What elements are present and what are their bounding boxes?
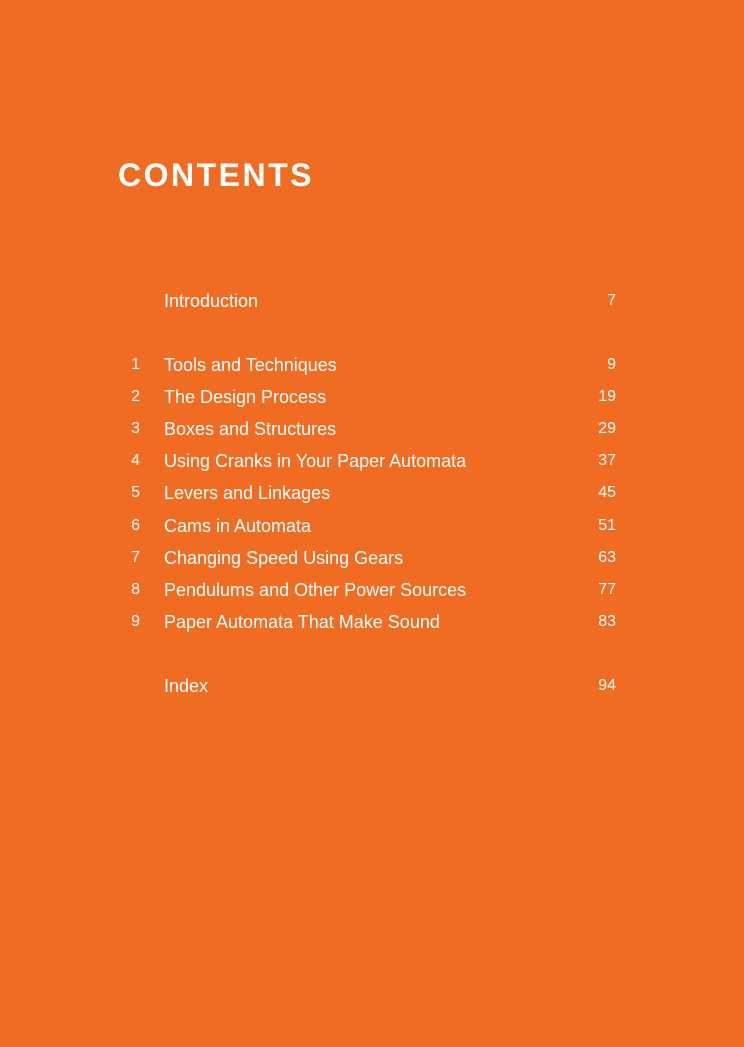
toc-entry-index[interactable] xyxy=(100,672,616,700)
toc-chapter-number: 5 xyxy=(131,484,140,501)
toc-entry-chapter-9[interactable] xyxy=(100,608,616,636)
toc-entry-title: Index xyxy=(164,676,209,696)
toc-entry-page: 77 xyxy=(598,581,616,598)
toc-entry-chapter-3[interactable] xyxy=(100,415,616,443)
toc-entry-page: 83 xyxy=(598,613,616,630)
toc-chapter-number: 3 xyxy=(131,420,140,437)
toc-entry-page: 63 xyxy=(598,549,616,566)
toc-entry-title: Cams in Automata xyxy=(164,516,312,536)
toc-chapter-number: 1 xyxy=(131,356,140,373)
toc-chapter-number: 7 xyxy=(131,549,140,566)
toc-entry-title: Paper Automata That Make Sound xyxy=(164,612,440,632)
toc-chapter-number: 9 xyxy=(131,613,140,630)
toc-entry-page: 37 xyxy=(598,452,616,469)
toc-entry-page: 51 xyxy=(598,517,616,534)
toc-entry-title: Using Cranks in Your Paper Automata xyxy=(164,451,467,471)
toc-entry-title: Changing Speed Using Gears xyxy=(164,548,404,568)
page-title: CONTENTS xyxy=(118,157,314,193)
toc-chapter-number: 8 xyxy=(131,581,140,598)
toc-chapter-number: 2 xyxy=(131,388,140,405)
toc-entry-chapter-6[interactable] xyxy=(100,512,616,540)
toc-entry-chapter-2[interactable] xyxy=(100,383,616,411)
toc-entry-title: Pendulums and Other Power Sources xyxy=(164,580,467,600)
toc-entry-title: Tools and Techniques xyxy=(164,355,337,375)
toc-entry-chapter-5[interactable] xyxy=(100,479,616,507)
toc-chapter-number: 4 xyxy=(131,452,140,469)
toc-entry-title: The Design Process xyxy=(164,387,327,407)
toc-entry-chapter-7[interactable] xyxy=(100,544,616,572)
toc-entry-introduction[interactable] xyxy=(100,287,616,315)
toc-entry-page: 9 xyxy=(607,356,616,373)
toc-entry-chapter-8[interactable] xyxy=(100,576,616,604)
toc-entry-page: 7 xyxy=(607,292,616,309)
toc-entry-title: Levers and Linkages xyxy=(164,483,331,503)
toc-entry-title: Boxes and Structures xyxy=(164,419,337,439)
toc-chapter-number: 6 xyxy=(131,517,140,534)
toc-entry-page: 45 xyxy=(598,484,616,501)
toc-entry-page: 29 xyxy=(598,420,616,437)
toc-entry-chapter-4[interactable] xyxy=(100,447,616,475)
toc-entry-page: 94 xyxy=(598,677,616,694)
toc-entry-title: Introduction xyxy=(164,291,259,311)
toc-entry-page: 19 xyxy=(598,388,616,405)
toc-entry-chapter-1[interactable] xyxy=(100,351,616,379)
